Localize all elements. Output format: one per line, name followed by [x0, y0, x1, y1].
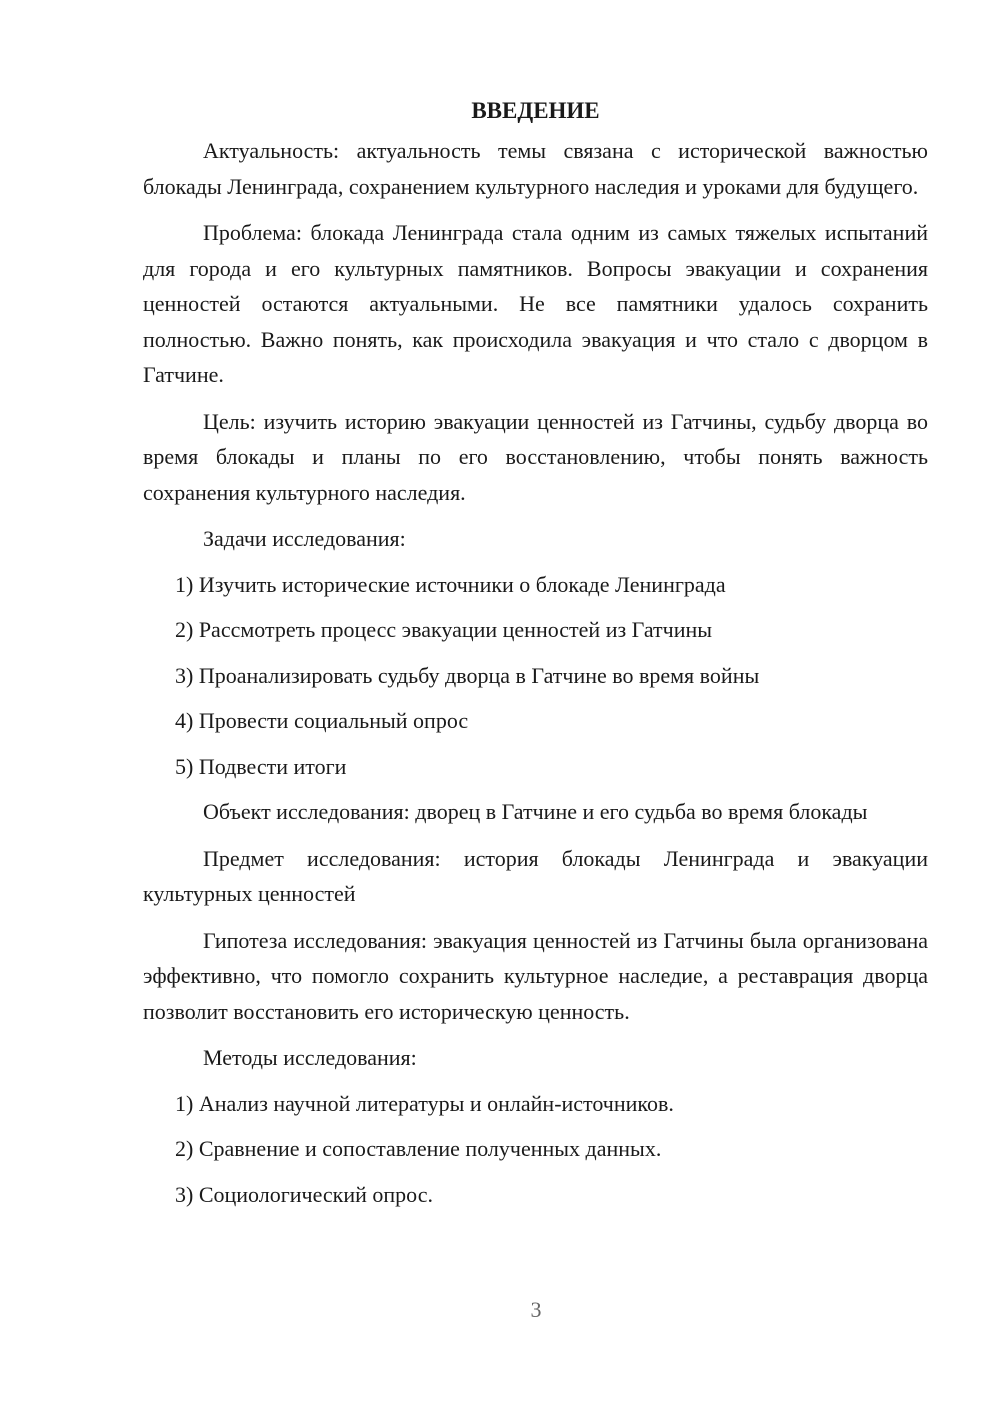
tasks-heading: Задачи исследования: [203, 526, 406, 551]
subject-paragraph: Предмет исследования: история блокады Ленинграда и эвакуации культурных ценностей [143, 845, 928, 906]
problem-paragraph: Проблема: блокада Ленинграда стала одним из самых тяжелых испытаний для города и его культурных памятников. Вопросы эвакуации и сохранения ценностей остаются актуальными. Не все памятники удалось сохранить полностью. Важно понять, как происходила эвакуация и что стало с дворцом в Гатчине. [143, 220, 928, 387]
method-item: 1) Анализ научной литературы и онлайн-источников. [175, 1090, 674, 1116]
task-item: 4) Провести социальный опрос [175, 708, 469, 733]
method-item: 3) Социологический опрос. [175, 1181, 433, 1207]
tasks-list [143, 567, 928, 785]
task-item: 5) Подвести итоги [175, 753, 347, 779]
relevance-paragraph: Актуальность: актуальность темы связана с исторической важностью блокады Ленинграда, сохранением культурного наследия и уроками для будущего. [143, 138, 928, 199]
goal-paragraph: Цель: изучить историю эвакуации ценностей из Гатчины, судьбу дворца во время блокады и планы по его восстановлению, чтобы понять важность сохранения культурного наследия. [143, 408, 928, 505]
method-item: 2) Сравнение и сопоставление полученных данных. [175, 1136, 662, 1161]
task-item: 2) Рассмотреть процесс эвакуации ценностей из Гатчины [175, 617, 713, 642]
document-title: ВВЕДЕНИЕ [471, 98, 600, 123]
methods-list [143, 1086, 928, 1213]
page-number: 3 [530, 1297, 542, 1322]
task-item: 1) Изучить исторические источники о блокаде Ленинграда [175, 571, 726, 597]
task-item: 3) Проанализировать судьбу дворца в Гатчине во время войны [175, 662, 760, 688]
document-page [143, 95, 928, 1222]
methods-heading: Методы исследования: [203, 1045, 417, 1070]
hypothesis-paragraph: Гипотеза исследования: эвакуация ценностей из Гатчины была организована эффективно, что помогло сохранить культурное наследие, а реставрация дворца позволит восстановить его историческую ценность. [143, 927, 928, 1024]
object-paragraph: Объект исследования: дворец в Гатчине и его судьба во время блокады [203, 799, 868, 824]
